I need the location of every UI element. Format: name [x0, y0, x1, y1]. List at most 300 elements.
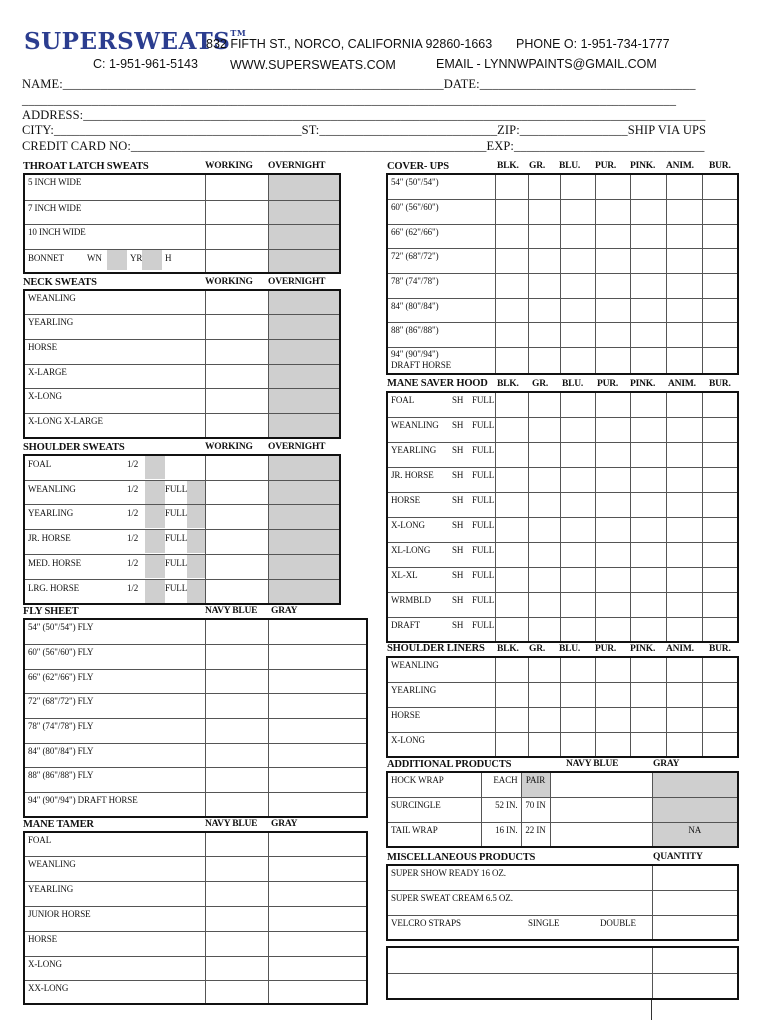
navy-cell[interactable] [205, 619, 268, 644]
color-cell[interactable] [630, 617, 666, 642]
blank-line[interactable]: _______________________________________________________________________________________________________ [22, 93, 677, 107]
color-cell[interactable] [595, 657, 630, 682]
credit-card-line[interactable]: CREDIT CARD NO:________________________________________________________EXP:______________________________ [22, 139, 705, 153]
color-cell[interactable] [666, 657, 702, 682]
fly-gray-header: GRAY [271, 606, 298, 616]
color-cell[interactable] [560, 248, 595, 273]
gray-cell[interactable] [268, 931, 367, 956]
blank-item-cell[interactable] [387, 947, 652, 973]
color-cell[interactable] [560, 517, 595, 542]
color-cell[interactable] [630, 174, 666, 199]
color-cell[interactable] [495, 298, 528, 322]
half-box[interactable] [145, 481, 165, 504]
half-box[interactable] [145, 555, 165, 578]
color-cell[interactable] [702, 567, 738, 592]
color-cell[interactable] [528, 248, 560, 273]
color-cell[interactable] [595, 617, 630, 642]
color-cell[interactable] [528, 442, 560, 467]
bonnet-wn-label: WN [87, 252, 102, 263]
color-cell[interactable] [666, 322, 702, 347]
navy-cell[interactable] [205, 669, 268, 693]
color-cell[interactable] [495, 392, 528, 417]
color-cell[interactable] [702, 392, 738, 417]
color-cell[interactable] [702, 707, 738, 732]
color-cell[interactable] [560, 467, 595, 492]
blank-item-cell[interactable] [387, 973, 652, 999]
working-cell[interactable] [205, 413, 268, 438]
table-row [24, 767, 367, 792]
color-cell[interactable] [666, 707, 702, 732]
color-cell[interactable] [630, 273, 666, 298]
color-cell[interactable] [666, 248, 702, 273]
color-cell[interactable] [560, 442, 595, 467]
color-cell[interactable] [528, 517, 560, 542]
full-box[interactable] [187, 505, 205, 528]
color-cell[interactable] [595, 174, 630, 199]
row-label: 60" (56"/60") FLY [24, 644, 205, 669]
fly-sheet-title: FLY SHEET [23, 606, 79, 617]
color-cell[interactable] [630, 442, 666, 467]
color-cell[interactable] [495, 417, 528, 442]
gray-cell[interactable] [268, 644, 367, 669]
color-cell[interactable] [495, 199, 528, 224]
table-row [24, 792, 367, 817]
color-cell[interactable] [560, 617, 595, 642]
additional-products-table [386, 771, 739, 848]
color-cell[interactable] [528, 322, 560, 347]
full-box[interactable] [187, 555, 205, 578]
color-cell[interactable] [528, 682, 560, 707]
color-cell[interactable] [495, 492, 528, 517]
color-cell[interactable] [702, 492, 738, 517]
option-b[interactable]: 22 IN [521, 822, 550, 847]
shoulder-sweats-table [23, 454, 341, 605]
color-cell[interactable] [666, 567, 702, 592]
color-cell[interactable] [560, 174, 595, 199]
half-box[interactable] [145, 505, 165, 528]
row-label: 54" (50"/54") [387, 174, 495, 199]
navy-cell[interactable] [550, 822, 652, 847]
color-cell[interactable] [495, 347, 528, 374]
color-cell[interactable] [702, 657, 738, 682]
color-cell[interactable] [630, 732, 666, 757]
working-cell[interactable] [205, 455, 268, 480]
double-label: DOUBLE [600, 917, 636, 928]
address-line[interactable]: ADDRESS:__________________________________________________________________________________________________ [22, 108, 706, 122]
table-row [387, 392, 738, 417]
color-cell[interactable] [560, 707, 595, 732]
option-a: EACH [481, 772, 521, 797]
table-row [24, 314, 340, 339]
overnight-cell[interactable] [268, 455, 340, 480]
overnight-cell[interactable] [268, 529, 340, 554]
half-box[interactable] [145, 580, 165, 603]
color-cell[interactable] [595, 417, 630, 442]
color-cell[interactable] [528, 392, 560, 417]
color-cell[interactable] [666, 298, 702, 322]
overnight-cell[interactable] [268, 480, 340, 504]
color-cell[interactable] [495, 732, 528, 757]
color-cell[interactable] [495, 248, 528, 273]
color-cell[interactable] [560, 732, 595, 757]
overnight-cell[interactable] [268, 413, 340, 438]
color-cell[interactable] [630, 347, 666, 374]
working-cell[interactable] [205, 200, 268, 224]
company-address: 832 FIFTH ST., NORCO, CALIFORNIA 92860-1663 [206, 37, 493, 51]
option-b[interactable]: PAIR [521, 772, 550, 797]
color-cell[interactable] [630, 199, 666, 224]
full-box[interactable] [187, 580, 205, 603]
color-cell[interactable] [702, 592, 738, 617]
full-label: FULL [165, 532, 188, 543]
color-cell[interactable] [528, 657, 560, 682]
shoulder-row-cell [24, 579, 205, 604]
working-cell[interactable] [205, 339, 268, 364]
gray-cell[interactable] [268, 718, 367, 743]
working-cell[interactable] [205, 388, 268, 413]
color-cell[interactable] [630, 492, 666, 517]
color-cell[interactable] [495, 273, 528, 298]
color-cell[interactable] [495, 322, 528, 347]
color-cell[interactable] [630, 542, 666, 567]
row-label: WEANLING [24, 856, 205, 881]
color-cell[interactable] [666, 442, 702, 467]
color-cell[interactable] [630, 567, 666, 592]
color-cell[interactable] [702, 732, 738, 757]
color-cell[interactable] [528, 567, 560, 592]
table-row [387, 298, 738, 322]
overnight-cell[interactable] [268, 290, 340, 314]
color-cell[interactable] [666, 417, 702, 442]
color-cell[interactable] [595, 347, 630, 374]
color-cell[interactable] [702, 682, 738, 707]
table-row [387, 822, 738, 847]
full-box[interactable] [187, 481, 205, 504]
row-label: WRMBLD SH FULL [387, 592, 495, 617]
color-cell[interactable] [666, 467, 702, 492]
color-cell[interactable] [595, 467, 630, 492]
table-row [24, 906, 367, 931]
color-cell[interactable] [560, 657, 595, 682]
gray-cell[interactable] [268, 767, 367, 792]
color-cell[interactable] [666, 174, 702, 199]
color-cell[interactable] [560, 298, 595, 322]
color-cell[interactable] [595, 442, 630, 467]
half-box[interactable] [145, 456, 165, 479]
color-cell[interactable] [630, 417, 666, 442]
color-cell[interactable] [528, 224, 560, 248]
table-row [387, 617, 738, 642]
gray-cell[interactable] [268, 906, 367, 931]
color-cell[interactable] [528, 542, 560, 567]
gray-cell[interactable] [268, 743, 367, 767]
color-cell[interactable] [630, 224, 666, 248]
row-label: YEARLING [24, 314, 205, 339]
navy-cell[interactable] [205, 832, 268, 856]
color-cell[interactable] [666, 199, 702, 224]
color-cell[interactable] [630, 682, 666, 707]
overnight-cell[interactable] [268, 504, 340, 529]
color-cell[interactable] [630, 592, 666, 617]
color-cell[interactable] [528, 492, 560, 517]
navy-cell[interactable] [205, 906, 268, 931]
navy-cell[interactable] [205, 792, 268, 817]
color-cell[interactable] [630, 248, 666, 273]
table-row [387, 657, 738, 682]
working-cell[interactable] [205, 480, 268, 504]
color-cell[interactable] [666, 273, 702, 298]
color-cell[interactable] [630, 517, 666, 542]
overnight-cell[interactable] [268, 388, 340, 413]
overnight-cell[interactable] [268, 249, 340, 273]
color-cell[interactable] [560, 417, 595, 442]
color-cell[interactable] [560, 347, 595, 374]
color-cell[interactable] [528, 298, 560, 322]
row-label: WEANLING [24, 290, 205, 314]
table-row [24, 743, 367, 767]
gray-cell[interactable] [268, 792, 367, 817]
quantity-cell[interactable] [652, 973, 738, 999]
full-label: FULL [165, 507, 188, 518]
color-cell[interactable] [495, 174, 528, 199]
color-cell[interactable] [560, 273, 595, 298]
color-cell[interactable] [495, 707, 528, 732]
color-cell[interactable] [495, 542, 528, 567]
row-label: FOAL [24, 832, 205, 856]
color-cell[interactable] [630, 467, 666, 492]
overnight-cell[interactable] [268, 554, 340, 579]
table-row [387, 592, 738, 617]
working-cell[interactable] [205, 290, 268, 314]
color-cell[interactable] [495, 592, 528, 617]
company-logo: SUPERSWEATS™ [24, 28, 247, 55]
blank-entry-table [386, 946, 739, 1000]
overnight-cell[interactable] [268, 174, 340, 200]
navy-cell[interactable] [205, 881, 268, 906]
quantity-cell[interactable] [652, 947, 738, 973]
color-cell[interactable] [702, 347, 738, 374]
quantity-cell[interactable] [652, 890, 738, 915]
color-cell[interactable] [595, 517, 630, 542]
city-state-zip-line[interactable]: CITY:_______________________________________ST:____________________________ZIP:_________________SHIP VIA UPS [22, 123, 707, 137]
working-cell[interactable] [205, 504, 268, 529]
color-cell[interactable] [666, 492, 702, 517]
color-cell[interactable] [528, 347, 560, 374]
overnight-cell[interactable] [268, 224, 340, 249]
navy-cell[interactable] [205, 856, 268, 881]
gray-cell[interactable] [268, 669, 367, 693]
quantity-cell[interactable] [652, 865, 738, 890]
color-cell[interactable] [702, 174, 738, 199]
working-cell[interactable] [205, 174, 268, 200]
navy-cell[interactable] [205, 644, 268, 669]
navy-cell[interactable] [205, 767, 268, 792]
neck-overnight-header: OVERNIGHT [268, 277, 326, 287]
color-cell[interactable] [666, 617, 702, 642]
working-cell[interactable] [205, 249, 268, 273]
color-cell[interactable] [495, 442, 528, 467]
color-cell[interactable] [528, 417, 560, 442]
row-label: 60" (56"/60") [387, 199, 495, 224]
working-cell[interactable] [205, 224, 268, 249]
row-label: JUNIOR HORSE [24, 906, 205, 931]
color-cell[interactable] [528, 273, 560, 298]
navy-cell[interactable] [550, 772, 652, 797]
color-cell[interactable] [595, 567, 630, 592]
gray-cell[interactable] [268, 980, 367, 1004]
color-cell[interactable] [702, 273, 738, 298]
color-cell[interactable] [702, 617, 738, 642]
color-cell[interactable] [560, 224, 595, 248]
color-cell[interactable] [702, 542, 738, 567]
table-row [387, 973, 738, 999]
navy-cell[interactable] [550, 797, 652, 822]
overnight-cell[interactable] [268, 579, 340, 604]
working-cell[interactable] [205, 554, 268, 579]
color-cell[interactable] [666, 732, 702, 757]
color-cell[interactable] [595, 592, 630, 617]
color-cell[interactable] [528, 732, 560, 757]
color-cell[interactable] [666, 682, 702, 707]
working-cell[interactable] [205, 579, 268, 604]
table-row [387, 347, 738, 374]
color-cell[interactable] [702, 442, 738, 467]
color-cell[interactable] [595, 392, 630, 417]
overnight-cell[interactable] [268, 339, 340, 364]
gray-cell[interactable] [268, 619, 367, 644]
col-pink: PINK. [630, 644, 656, 654]
color-cell[interactable] [495, 567, 528, 592]
color-cell[interactable] [630, 298, 666, 322]
gray-cell[interactable] [268, 881, 367, 906]
color-cell[interactable] [528, 617, 560, 642]
gray-cell[interactable] [268, 956, 367, 980]
color-cell[interactable] [560, 322, 595, 347]
color-cell[interactable] [495, 617, 528, 642]
color-cell[interactable] [702, 322, 738, 347]
half-label: 1/2 [127, 532, 139, 543]
color-cell[interactable] [528, 174, 560, 199]
working-cell[interactable] [205, 529, 268, 554]
table-row [387, 542, 738, 567]
gray-cell[interactable] [268, 832, 367, 856]
color-cell[interactable] [702, 467, 738, 492]
table-row [387, 467, 738, 492]
color-cell[interactable] [560, 592, 595, 617]
color-cell[interactable] [560, 567, 595, 592]
color-cell[interactable] [666, 542, 702, 567]
color-cell[interactable] [702, 224, 738, 248]
half-label: 1/2 [127, 582, 139, 593]
table-row [24, 413, 340, 438]
navy-cell[interactable] [205, 931, 268, 956]
color-cell[interactable] [595, 199, 630, 224]
color-cell[interactable] [666, 592, 702, 617]
color-cell[interactable] [495, 224, 528, 248]
color-cell[interactable] [595, 492, 630, 517]
color-cell[interactable] [702, 248, 738, 273]
color-cell[interactable] [702, 517, 738, 542]
color-cell[interactable] [702, 298, 738, 322]
color-cell[interactable] [702, 199, 738, 224]
color-cell[interactable] [595, 298, 630, 322]
overnight-cell[interactable] [268, 200, 340, 224]
color-cell[interactable] [595, 224, 630, 248]
color-cell[interactable] [560, 542, 595, 567]
full-box[interactable] [187, 530, 205, 553]
color-cell[interactable] [528, 592, 560, 617]
bonnet-yr-box[interactable] [142, 250, 162, 270]
color-cell[interactable] [528, 199, 560, 224]
color-cell[interactable] [595, 732, 630, 757]
color-cell[interactable] [630, 707, 666, 732]
color-cell[interactable] [495, 682, 528, 707]
navy-cell[interactable] [205, 693, 268, 718]
name-date-line[interactable]: NAME:____________________________________________________________DATE:__________________________________ [22, 77, 696, 91]
color-cell[interactable] [666, 347, 702, 374]
overnight-cell[interactable] [268, 314, 340, 339]
misc-products-table [386, 864, 739, 941]
bonnet-h-label: H [165, 252, 172, 263]
option-b[interactable]: 70 IN [521, 797, 550, 822]
color-cell[interactable] [595, 322, 630, 347]
navy-cell[interactable] [205, 956, 268, 980]
bonnet-wn-box[interactable] [107, 250, 127, 270]
gray-cell[interactable] [652, 772, 738, 797]
color-cell[interactable] [666, 517, 702, 542]
color-cell[interactable] [666, 392, 702, 417]
navy-cell[interactable] [205, 980, 268, 1004]
color-cell[interactable] [595, 542, 630, 567]
color-cell[interactable] [560, 199, 595, 224]
gray-cell[interactable] [268, 693, 367, 718]
color-cell[interactable] [495, 467, 528, 492]
table-row [24, 339, 340, 364]
row-label: 94" (90"/94") DRAFT HORSE [24, 792, 205, 817]
bonnet-yr-label: YR [130, 252, 143, 263]
color-cell[interactable] [560, 682, 595, 707]
color-cell[interactable] [630, 322, 666, 347]
color-cell[interactable] [630, 657, 666, 682]
row-label: HORSE [387, 707, 495, 732]
color-cell[interactable] [495, 517, 528, 542]
navy-cell[interactable] [205, 718, 268, 743]
row-label: FOAL SH FULL [387, 392, 495, 417]
color-cell[interactable] [630, 392, 666, 417]
table-row [24, 669, 367, 693]
color-cell[interactable] [702, 417, 738, 442]
color-cell[interactable] [495, 657, 528, 682]
working-cell[interactable] [205, 314, 268, 339]
color-cell[interactable] [595, 273, 630, 298]
row-label: HOCK WRAP [387, 772, 481, 797]
color-cell[interactable] [528, 467, 560, 492]
color-cell[interactable] [595, 682, 630, 707]
navy-cell[interactable] [205, 743, 268, 767]
color-cell[interactable] [595, 707, 630, 732]
working-cell[interactable] [205, 364, 268, 388]
color-cell[interactable] [560, 392, 595, 417]
gray-cell[interactable] [652, 797, 738, 822]
color-cell[interactable] [528, 707, 560, 732]
overnight-cell[interactable] [268, 364, 340, 388]
half-box[interactable] [145, 530, 165, 553]
color-cell[interactable] [595, 248, 630, 273]
gray-cell[interactable] [268, 856, 367, 881]
color-cell[interactable] [560, 492, 595, 517]
color-cell[interactable] [666, 224, 702, 248]
quantity-cell[interactable] [652, 915, 738, 940]
